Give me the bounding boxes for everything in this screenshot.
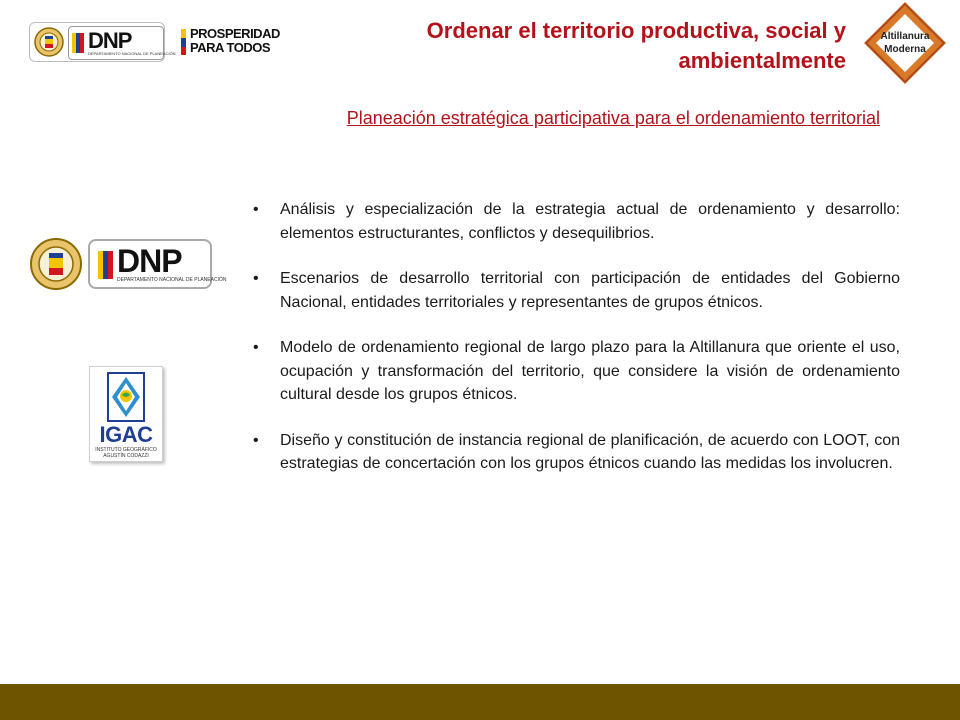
bullet-item <box>250 198 900 245</box>
prosperidad-line1: PROSPERIDAD <box>190 26 280 41</box>
badge-line2: Moderna <box>884 44 926 55</box>
bullet-icon: • <box>253 431 259 449</box>
dnp-logo-subtext: DEPARTAMENTO NACIONAL DE PLANEACIÓN <box>117 277 227 283</box>
dnp-logo-subtext: DEPARTAMENTO NACIONAL DE PLANEACIÓN <box>88 51 176 56</box>
bullet-icon: • <box>253 201 259 218</box>
igac-logo <box>89 366 163 462</box>
igac-subtext-line2: AGUSTÍN CODAZZI <box>103 453 149 459</box>
bullet-icon: • <box>253 339 259 356</box>
bullet-text: Diseño y constitución de instancia regional de planificación, de acuerdo con LOOT, con estrategias de concertación con los grupos étnicos cuando las medidas los involucren. <box>280 431 900 472</box>
colombia-shield-icon <box>34 27 64 57</box>
igac-subtext-line1: INSTITUTO GEOGRÁFICO <box>95 447 157 453</box>
page-title <box>346 16 846 76</box>
prosperidad-logo <box>181 27 291 57</box>
bullet-text: Análisis y especialización de la estrategia actual de ordenamiento y desarrollo: elementos estructurantes, conflictos y desequilibrios. <box>280 201 900 242</box>
page-title-line1: Ordenar el territorio productiva, social y <box>426 18 846 43</box>
dnp-logo-text: DNP <box>88 28 132 53</box>
bullet-item <box>250 267 900 314</box>
prosperidad-line2: PARA TODOS <box>190 40 270 55</box>
igac-logo-text: IGAC <box>99 422 153 447</box>
footer-bar <box>0 684 960 720</box>
altillanura-badge <box>862 0 948 86</box>
bullet-list <box>250 198 900 498</box>
colombia-shield-icon <box>30 238 82 290</box>
header-dnp-logo <box>29 22 176 62</box>
colombia-map-icon <box>106 371 146 423</box>
bullet-item <box>250 429 900 476</box>
badge-line1: Altillanura <box>880 31 930 42</box>
bullet-item <box>250 336 900 407</box>
section-subtitle: Planeación estratégica participativa para el ordenamiento territorial <box>346 108 880 128</box>
bullet-icon: • <box>253 270 259 287</box>
side-dnp-logo <box>30 236 227 292</box>
bullet-text: Escenarios de desarrollo territorial con participación de entidades del Gobierno Nacional, entidades territoriales y representantes de grupos étnicos. <box>280 270 900 311</box>
bullet-text: Modelo de ordenamiento regional de largo plazo para la Altillanura que oriente el uso, ocupación y transformación del territorio, que considere la visión de ordenamiento cultural desde los grupos étnicos. <box>280 339 900 403</box>
dnp-logo-text: DNP <box>117 243 182 279</box>
page-title-line2: ambientalmente <box>678 48 846 73</box>
